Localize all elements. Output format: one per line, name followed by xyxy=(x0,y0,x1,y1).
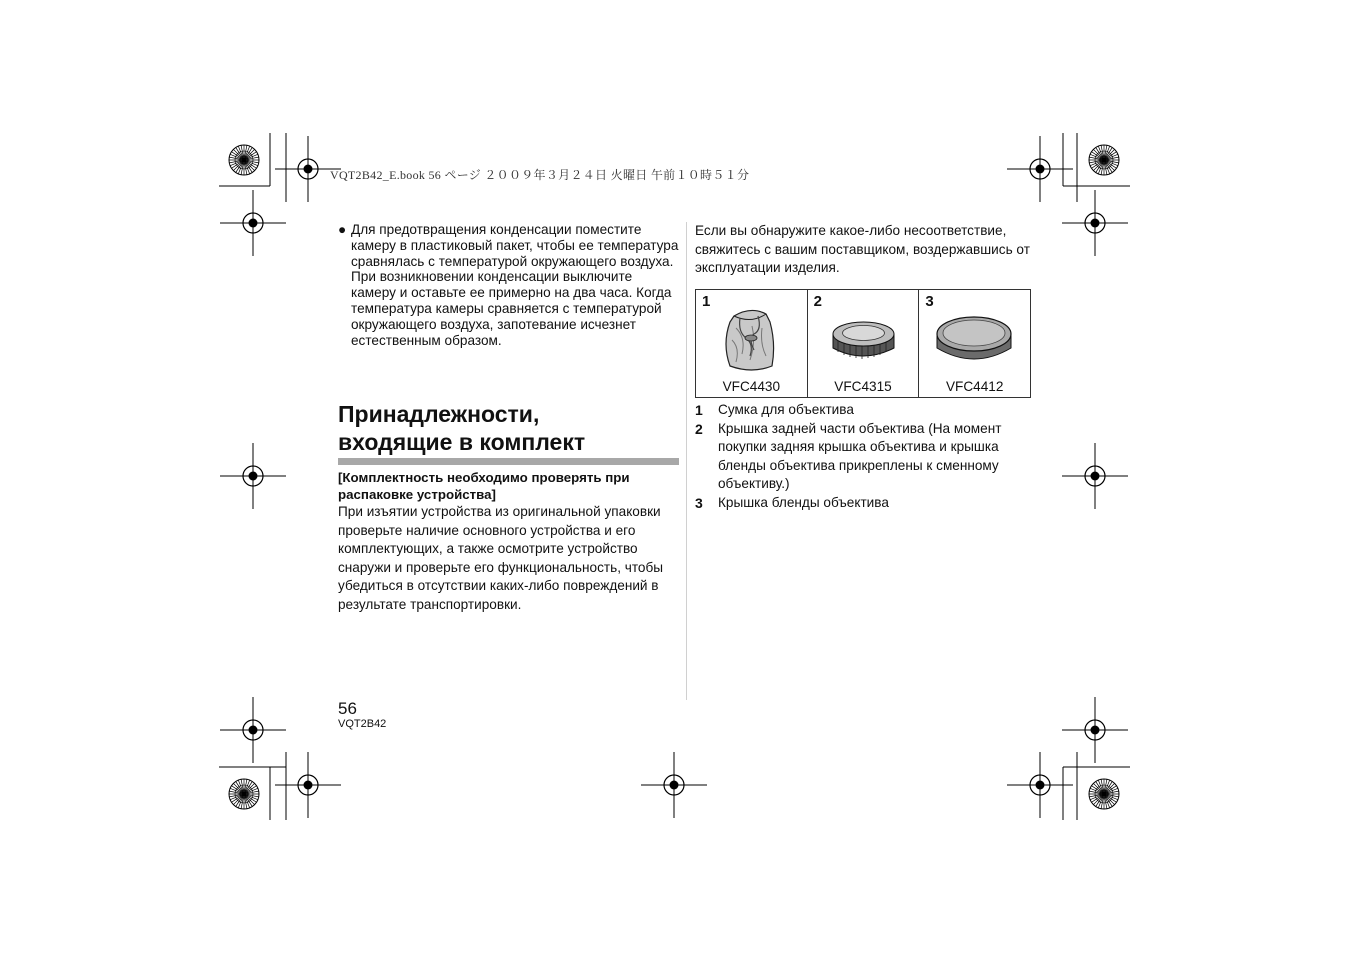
condensation-text: Для предотвращения конденсации поместите камеру в пластиковый пакет, чтобы ее температура сравнялась с температурой окружающего воздуха. При возникновении конденсации выключите камеру и оставьте ее примерно на два часа. Когда температура камеры сравняется с температурой окружающего воздуха, запотевание исчезнет естественным образом. xyxy=(351,222,679,348)
left-column xyxy=(338,222,680,348)
bullet-icon: ● xyxy=(338,222,347,237)
list-item xyxy=(695,420,1035,494)
list-item xyxy=(695,401,1035,420)
section-heading xyxy=(338,400,585,456)
intro-text: Если вы обнаружите какое-либо несоответствие, свяжитесь с вашим поставщиком, воздержавшись от эксплуатации изделия. xyxy=(695,223,1030,276)
lens-hood-cap-icon xyxy=(919,304,1029,376)
page-number: 56 xyxy=(338,699,357,718)
accessory-number: 1 xyxy=(702,293,711,310)
print-header: VQT2B42_E.book 56 ページ ２００９年３月２４日 火曜日 午前１０時５１分 xyxy=(330,168,750,182)
unpacking-text: При изъятии устройства из оригинальной упаковки проверьте наличие основного устройства и его комплектующих, а также осмотрите устройство снаружи и проверьте его функциональность, чтобы убедиться в отсутствии каких-либо повреждений в результате транспортировки. xyxy=(338,504,664,612)
rear-lens-cap-icon xyxy=(808,304,918,376)
accessory-number: 3 xyxy=(925,293,934,310)
accessory-code: VFC4430 xyxy=(722,379,781,394)
item-number: 1 xyxy=(695,402,703,418)
accessory-code: VFC4412 xyxy=(945,379,1004,394)
item-text: Крышка бленды объектива xyxy=(718,494,889,510)
heading-line-2: входящие в комплект xyxy=(338,429,586,455)
column-divider xyxy=(686,222,687,700)
subheading: [Комплектность необходимо проверять при распаковке устройства] xyxy=(338,470,630,502)
lens-pouch-icon xyxy=(696,304,806,376)
item-text: Сумка для объектива xyxy=(718,402,854,417)
doc-code: VQT2B42 xyxy=(338,718,387,730)
accessory-number: 2 xyxy=(813,293,823,310)
accessory-cell-3 xyxy=(919,290,1030,397)
heading-line-1: Принадлежности, xyxy=(338,401,540,427)
accessories-table xyxy=(695,289,1031,398)
right-column xyxy=(695,222,1035,278)
heading-underline xyxy=(338,458,679,465)
list-item xyxy=(695,494,1035,513)
condensation-note xyxy=(338,222,680,348)
item-number: 2 xyxy=(695,420,703,437)
accessories-list xyxy=(695,401,1035,513)
accessory-code: VFC4315 xyxy=(834,379,892,394)
item-text: Крышка задней части объектива (На момент покупки задняя крышка объектива и крышка бленды объектива прикреплены к сменному объективу.) xyxy=(718,420,1002,492)
item-number: 3 xyxy=(695,494,703,511)
accessory-cell-2 xyxy=(808,290,920,397)
accessory-cell-1 xyxy=(696,290,808,397)
